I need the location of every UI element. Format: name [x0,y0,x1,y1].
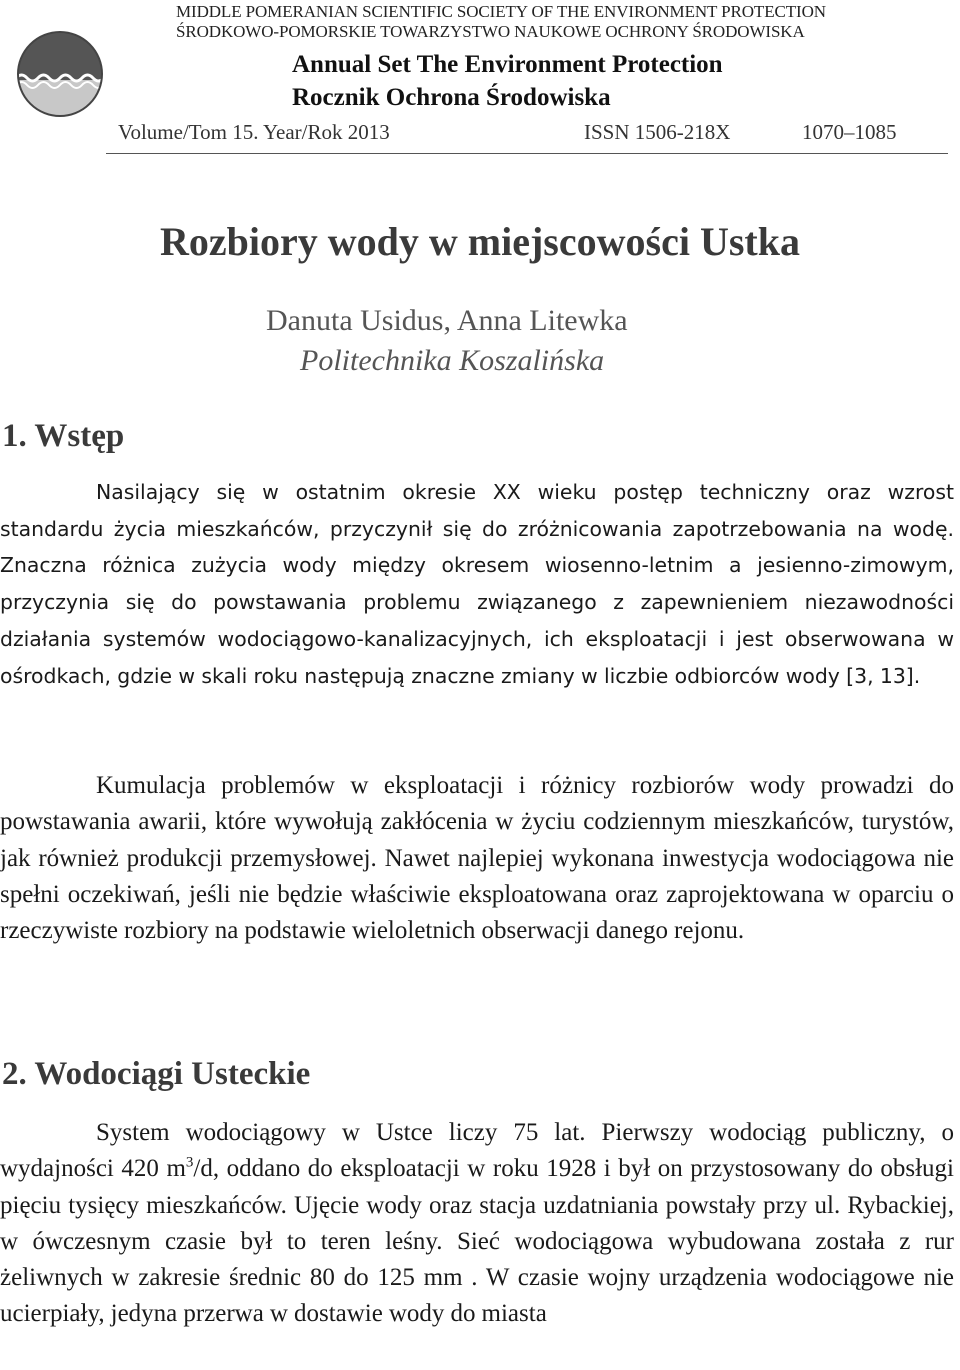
header-divider [106,153,948,154]
journal-title-en: Annual Set The Environment Protection [292,51,723,78]
section-heading-waterworks: 2. Wodociągi Usteckie [2,1056,311,1092]
paragraph [0,1115,954,1333]
superscript: 3 [185,1154,194,1171]
authors: Danuta Usidus, Anna Litewka [266,304,628,337]
affiliation: Politechnika Koszalińska [300,344,605,377]
paragraph-text: System wodociągowy w Ustce liczy 75 lat. Pierwszy wodociąg publiczny, o wydajności 420 m [0,1119,954,1183]
journal-title-pl: Rocznik Ochrona Środowiska [292,84,611,111]
paragraph: Nasilający się w ostatnim okresie XX wieku postęp techniczny oraz wzrost standardu życia mieszkańców, przyczynił się do zróżnicowania zapotrzebowania na wodę. Znaczna różnica zużycia wody między okresem wiosenno-letnim a jesienno-zimowym, przyczynia się do powstawania problemu związanego z zapewnieniem niezawodności działania systemów wodociągowo-kanalizacyjnych, ich eksploatacji i jest obserwowana w ośrodkach, gdzie w skali roku następują znaczne zmiany w liczbie odbiorców wody [3, 13]. [0,480,954,688]
paragraph-text: /d, oddano do eksploatacji w roku 1928 i był on przystosowany do obsługi pięciu tysięcy mieszkańców. Ujęcie wody oraz stacja uzdatniania powstały przy ul. Rybackiej, w ówczesnym czasie był to teren leśny. Sieć wodociągowa wybudowana została z rur żeliwnych w zakresie średnic 80 do 125 mm . W czasie wojny urządzenia wodociągowe nie ucierpiały, jedyna przerwa w dostawie wody do miasta [0,1155,954,1328]
society-name-pl: ŚRODKOWO-POMORSKIE TOWARZYSTWO NAUKOWE OCHRONY ŚRODOWISKA [176,22,805,41]
article-title: Rozbiory wody w miejscowości Ustka [160,219,800,264]
society-logo-icon [16,30,104,118]
paragraph: Kumulacja problemów w eksploatacji i różnicy rozbiorów wody prowadzi do powstawania awarii, które wywołują zakłócenia w życiu codziennym mieszkańców, turystów, jak również produkcji przemysłowej. Nawet najlepiej wykonana inwestycja wodociągowa nie spełni oczekiwań, jeśli nie będzie właściwie eksploatowana oraz zaprojektowana w oparciu o rzeczywiste rozbiory na podstawie wieloletnich obserwacji danego rejonu. [0,772,954,945]
society-name-en: MIDDLE POMERANIAN SCIENTIFIC SOCIETY OF THE ENVIRONMENT PROTECTION [176,2,826,21]
page-range: 1070–1085 [802,120,897,144]
section-heading-intro: 1. Wstęp [2,418,125,454]
volume-year: Volume/Tom 15. Year/Rok 2013 [118,120,390,144]
issn: ISSN 1506-218X [584,120,731,144]
